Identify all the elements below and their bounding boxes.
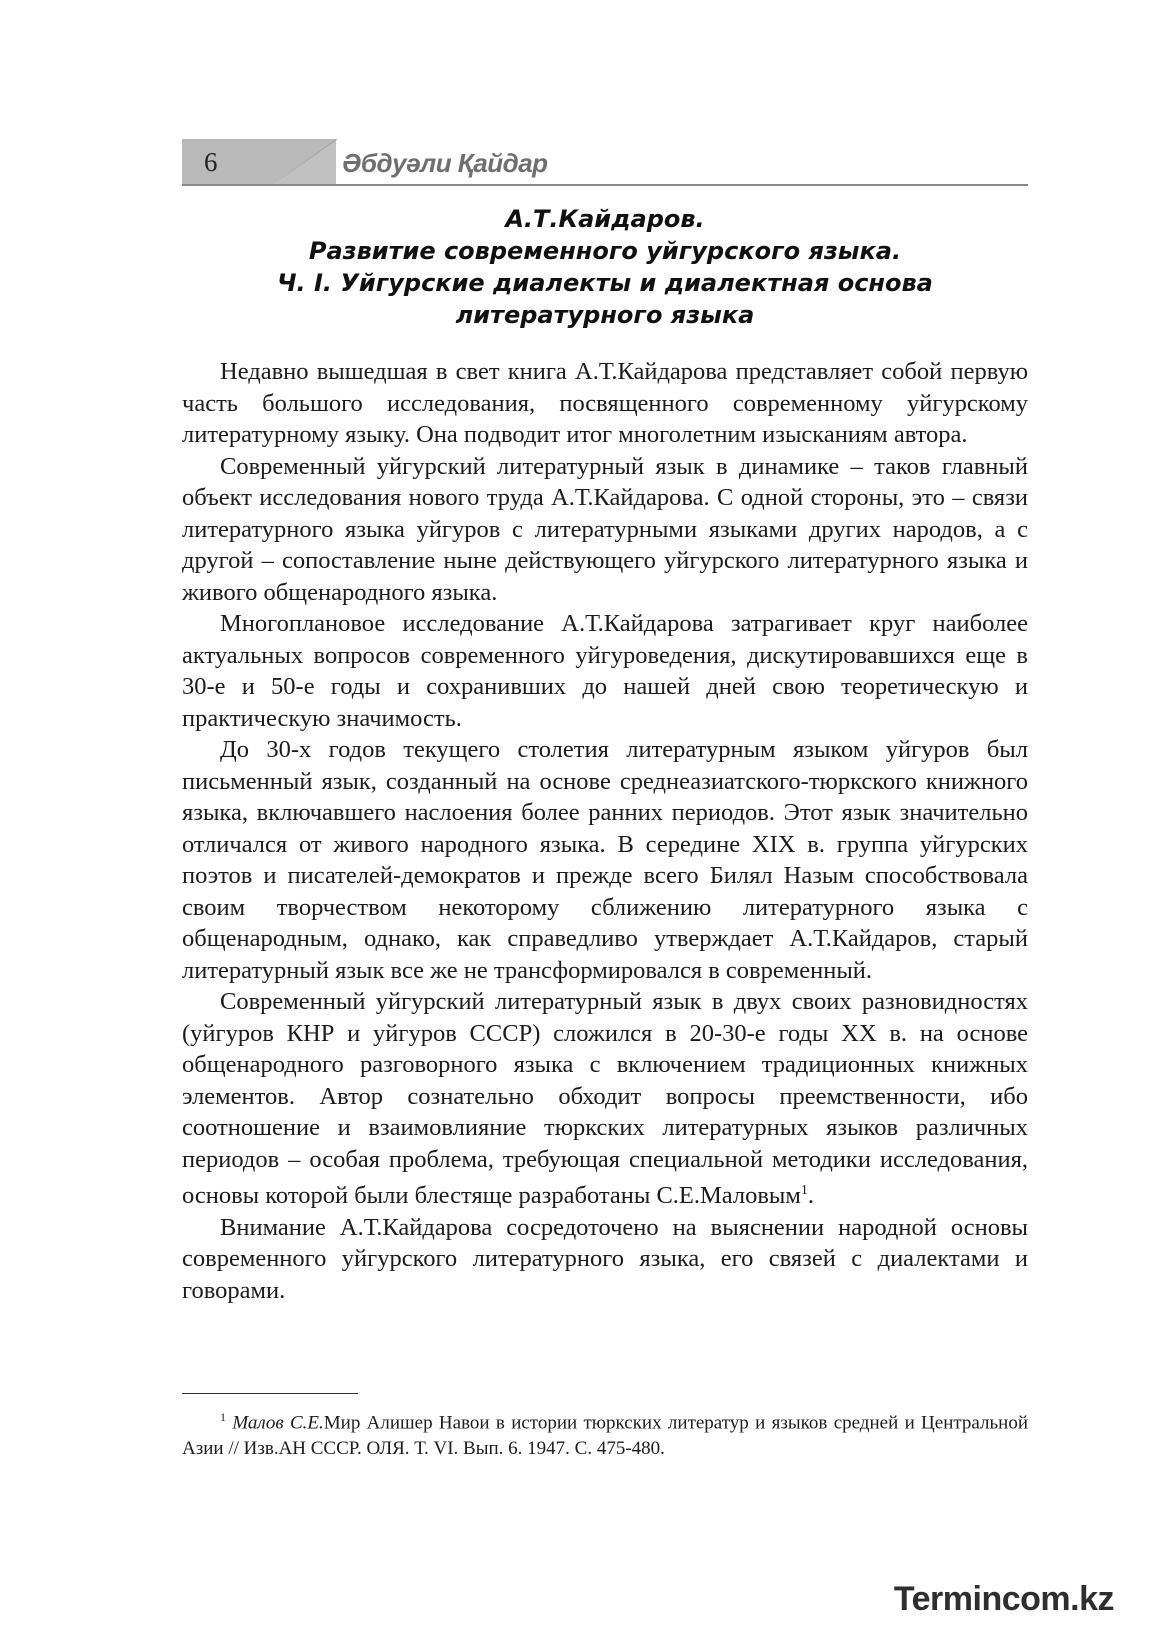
- paragraph-with-footnote: Современный уйгурский литературный язык в двух своих разновидностях (уйгуров КНР и уйгуров СССР) сложился в 20-30-е годы XX в. на основе общенародного разговорного языка с включением традиционных книжных элементов. Автор сознательно обходит вопросы преемственности, ибо соотношение и взаимовлияние тюркских литературных языков различных периодов – особая проблема, требующая специальной методики исследования, основы которой были блестяще разработаны С.Е.Маловым$^1$.: [182, 988, 1028, 1210]
- running-head-author: Әбдуәли Қайдар: [342, 148, 548, 178]
- paragraph: До 30-х годов текущего столетия литературным языком уйгуров был письменный язык, созданный на основе среднеазиатского-тюркского книжного языка, включавшего наслоения более ранних периодов. Этот язык значительно отличался от живого народного языка. В середине XIX в. группа уйгурских поэтов и писателей-демократов и прежде всего Билял Назым способствовала своим творчеством некоторому сближению литературного языка с общенародным, однако, как справедливо утверждает А.Т.Кайдаров, старый литературный язык все же не трансформировался в современный.: [182, 736, 1028, 984]
- paragraph: Многоплановое исследование А.Т.Кайдарова затрагивает круг наиболее актуальных вопросов современного уйгуроведения, дискутировавшихся еще в 30-е и 50-е годы и сохранивших до нашей дней свою теоретическую и практическую значимость.: [182, 610, 1028, 732]
- running-header: [182, 139, 1028, 186]
- footnote-author: Малов С.Е.: [232, 1412, 324, 1434]
- footnote-marker: 1: [220, 1410, 226, 1424]
- site-watermark-logo: Termincom.kz: [893, 1580, 1114, 1618]
- title-line-2: Развитие современного уйгурского языка.: [308, 237, 902, 265]
- paragraph: Внимание А.Т.Кайдарова сосредоточено на выяснении народной основы современного уйгурского литературного языка, его связей с диалектами и говорами.: [182, 1213, 1028, 1304]
- paragraph-text: Современный уйгурский литературный язык в двух своих разновидностях (уйгуров КНР и уйгуров СССР) сложился в 20-30-е годы XX в. на основе общенародного разговорного языка с включением традиционных книжных элементов. Автор сознательно обходит вопросы преемственности, ибо соотношение и взаимовлияние тюркских литературных языков различных периодов – особая проблема, требующая специальной методики исследования, основы которой были блестяще разработаны С.Е.Маловым: [182, 988, 1028, 1210]
- page-number-box: [182, 139, 274, 184]
- header-rule: [182, 184, 1028, 186]
- title-line-author: А.Т.Кайдаров.: [505, 205, 705, 233]
- footnote: [182, 1404, 1028, 1462]
- footnote-reference[interactable]: 1: [800, 1183, 808, 1198]
- title-line-3: Ч. I. Уйгурские диалекты и диалектная основа: [277, 269, 933, 297]
- footnote-separator: [182, 1393, 358, 1394]
- article-title: [182, 203, 1028, 331]
- paragraph: Недавно вышедшая в свет книга А.Т.Кайдарова представляет собой первую часть большого исследования, посвященного современному уйгурскому литературному языку. Она подводит итог многолетним изысканиям автора.: [182, 358, 1028, 448]
- paragraph: Современный уйгурский литературный язык в динамике – таков главный объект исследования нового труда А.Т.Кайдарова. С одной стороны, это – связи литературного языка уйгуров с литературными языками других народов, а с другой – сопоставление ныне действующего уйгурского литературного языка и живого общенародного языка.: [182, 452, 1028, 606]
- header-arrow-shade: [274, 139, 336, 184]
- page-number: 6: [204, 147, 218, 177]
- footnote-text: Мир Алишер Навои в истории тюркских литератур и языков средней и Центральной Азии // Изв.АН СССР. ОЛЯ. Т. VI. Вып. 6. 1947. С. 475-480.: [182, 1412, 1028, 1460]
- title-line-4: литературного языка: [455, 301, 755, 329]
- article-body: [182, 356, 1028, 1306]
